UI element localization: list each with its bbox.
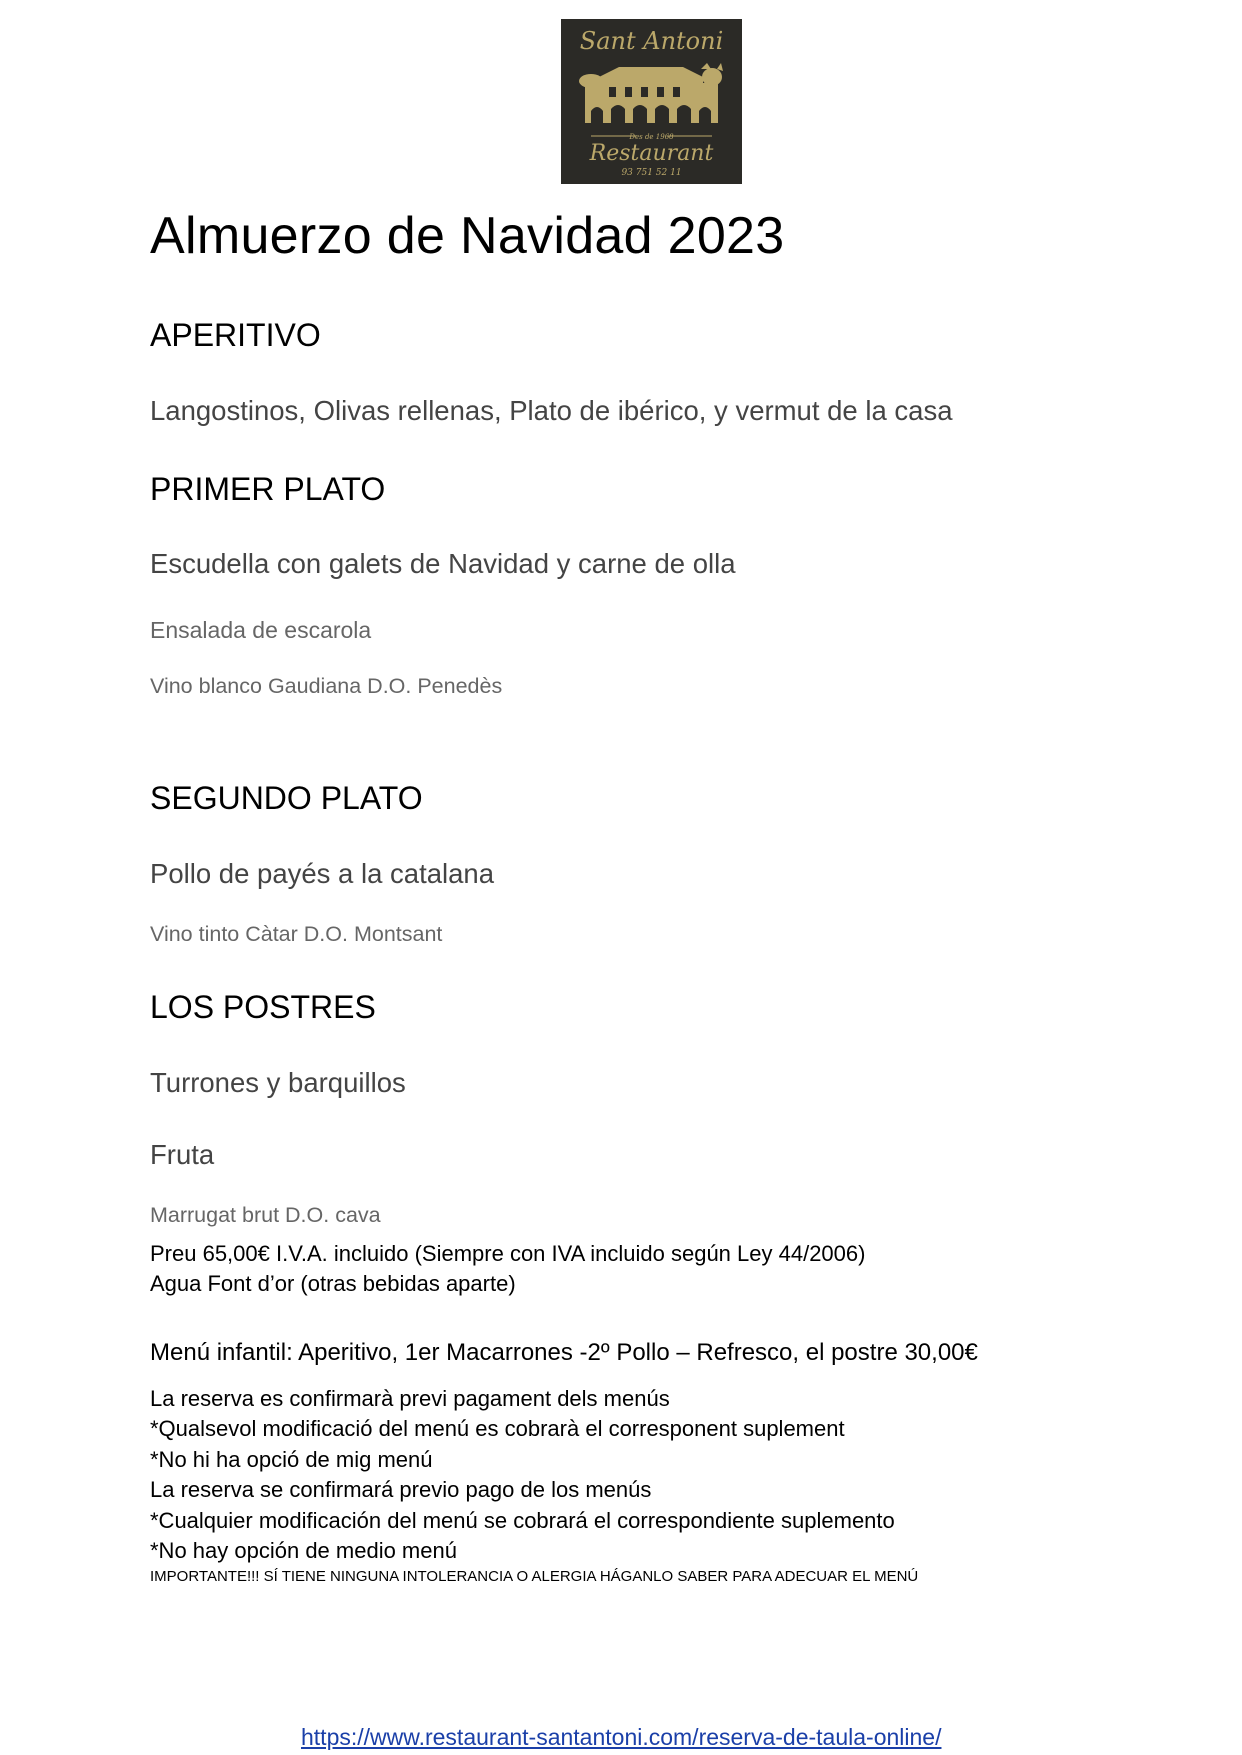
segundo-plato-dish: Pollo de payés a la catalana (150, 858, 494, 889)
primer-plato-dish: Escudella con galets de Navidad y carne de olla (150, 548, 736, 579)
postres-dish-fruta: Fruta (150, 1139, 215, 1170)
primer-plato-side: Ensalada de escarola (150, 617, 372, 643)
note-line: *Qualsevol modificació del menú es cobrarà el corresponent suplement (150, 1416, 845, 1442)
aperitivo-dish: Langostinos, Olivas rellenas, Plato de ibérico, y vermut de la casa (150, 395, 953, 426)
reservation-link[interactable]: https://www.restaurant-santantoni.com/reserva-de-taula-online/ (301, 1724, 942, 1750)
restaurant-logo (561, 19, 742, 184)
section-heading-aperitivo: APERITIVO (150, 317, 321, 353)
reservation-notes (150, 1384, 895, 1566)
page-title: Almuerzo de Navidad 2023 (150, 207, 785, 265)
segundo-plato-wine: Vino tinto Càtar D.O. Montsant (150, 922, 443, 946)
postres-wine: Marrugat brut D.O. cava (150, 1203, 381, 1227)
note-line: La reserva es confirmarà previ pagament dels menús (150, 1386, 670, 1411)
infant-menu: Menú infantil: Aperitivo, 1er Macarrones -2º Pollo – Refresco, el postre 30,00€ (150, 1339, 978, 1366)
note-line: *Cualquier modificación del menú se cobrará el correspondiente suplemento (150, 1507, 895, 1533)
price-line: Preu 65,00€ I.V.A. incluido (Siempre con IVA incluido según Ley 44/2006) (150, 1241, 866, 1266)
primer-plato-wine: Vino blanco Gaudiana D.O. Penedès (150, 674, 503, 698)
allergy-warning: IMPORTANTE!!! SÍ TIENE NINGUNA INTOLERANCIA O ALERGIA HÁGANLO SABER PARA ADECUAR EL MENÚ (150, 1568, 919, 1585)
logo-name-top: Sant Antoni (579, 27, 724, 55)
note-line: *No hay opción de medio menú (150, 1538, 457, 1564)
note-line: La reserva se confirmará previo pago de los menús (150, 1477, 652, 1503)
section-heading-los-postres: LOS POSTRES (150, 989, 376, 1025)
price-info (150, 1239, 865, 1299)
section-heading-segundo-plato: SEGUNDO PLATO (150, 780, 423, 816)
note-line: *No hi ha opció de mig menú (150, 1446, 433, 1472)
logo-name-bottom: Restaurant (589, 141, 714, 166)
water-line: Agua Font d’or (otras bebidas aparte) (150, 1271, 516, 1296)
logo-artwork (561, 19, 742, 184)
logo-phone: 93 751 52 11 (621, 168, 682, 178)
building-icon (585, 67, 718, 123)
postres-dish-turrones: Turrones y barquillos (150, 1067, 406, 1098)
section-heading-primer-plato: PRIMER PLATO (150, 471, 386, 507)
logo-since: Des de 1968 (629, 133, 674, 141)
